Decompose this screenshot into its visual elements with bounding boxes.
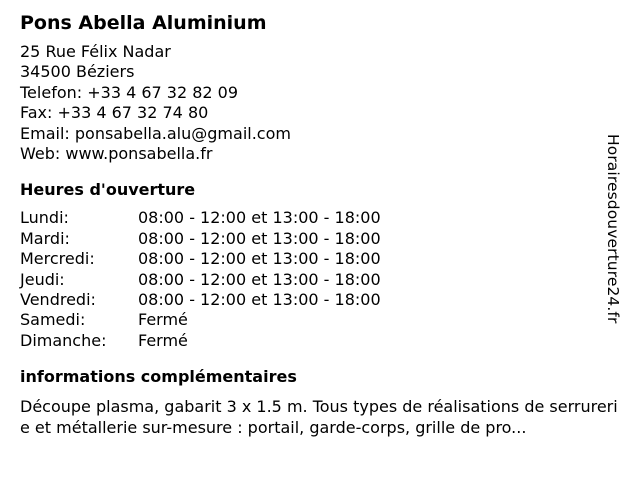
day-hours: Fermé [138,330,188,350]
hours-row [20,310,626,330]
day-hours: 08:00 - 12:00 et 13:00 - 18:00 [138,249,381,269]
business-name: Pons Abella Aluminium [20,12,267,34]
address-line-1: 25 Rue Félix Nadar [20,42,171,61]
contact-block [20,42,626,164]
email-line: Email: ponsabella.alu@gmail.com [20,123,291,143]
hours-row [20,208,626,228]
day-label: Mardi: [20,228,70,248]
info-heading: informations complémentaires [20,367,297,387]
watermark-text: Horairesdouverture24.fr [604,134,622,324]
hours-row [20,249,626,269]
fax-line: Fax: +33 4 67 32 74 80 [20,103,209,123]
day-hours: 08:00 - 12:00 et 13:00 - 18:00 [138,228,381,248]
phone-line: Telefon: +33 4 67 32 82 09 [20,82,239,102]
hours-row [20,270,626,290]
address-line-2: 34500 Béziers [20,62,135,82]
info-description: Découpe plasma, gabarit 3 x 1.5 m. Tous types de réalisations de serrurerie et métallerie sur-mesure : portail, garde-corps, grille de pro... [20,397,618,437]
hours-row [20,290,626,310]
day-label: Mercredi: [20,249,95,269]
day-hours: 08:00 - 12:00 et 13:00 - 18:00 [138,208,381,228]
day-label: Jeudi: [20,269,65,289]
hours-table [20,208,626,351]
day-label: Lundi: [20,208,69,228]
day-hours: Fermé [138,310,188,330]
day-hours: 08:00 - 12:00 et 13:00 - 18:00 [138,290,381,310]
hours-row [20,331,626,351]
day-label: Vendredi: [20,290,96,310]
web-line: Web: www.ponsabella.fr [20,144,213,164]
day-label: Dimanche: [20,330,107,350]
day-label: Samedi: [20,310,86,330]
business-card [20,10,626,438]
hours-heading: Heures d'ouverture [20,180,196,200]
day-hours: 08:00 - 12:00 et 13:00 - 18:00 [138,269,381,289]
hours-row [20,229,626,249]
